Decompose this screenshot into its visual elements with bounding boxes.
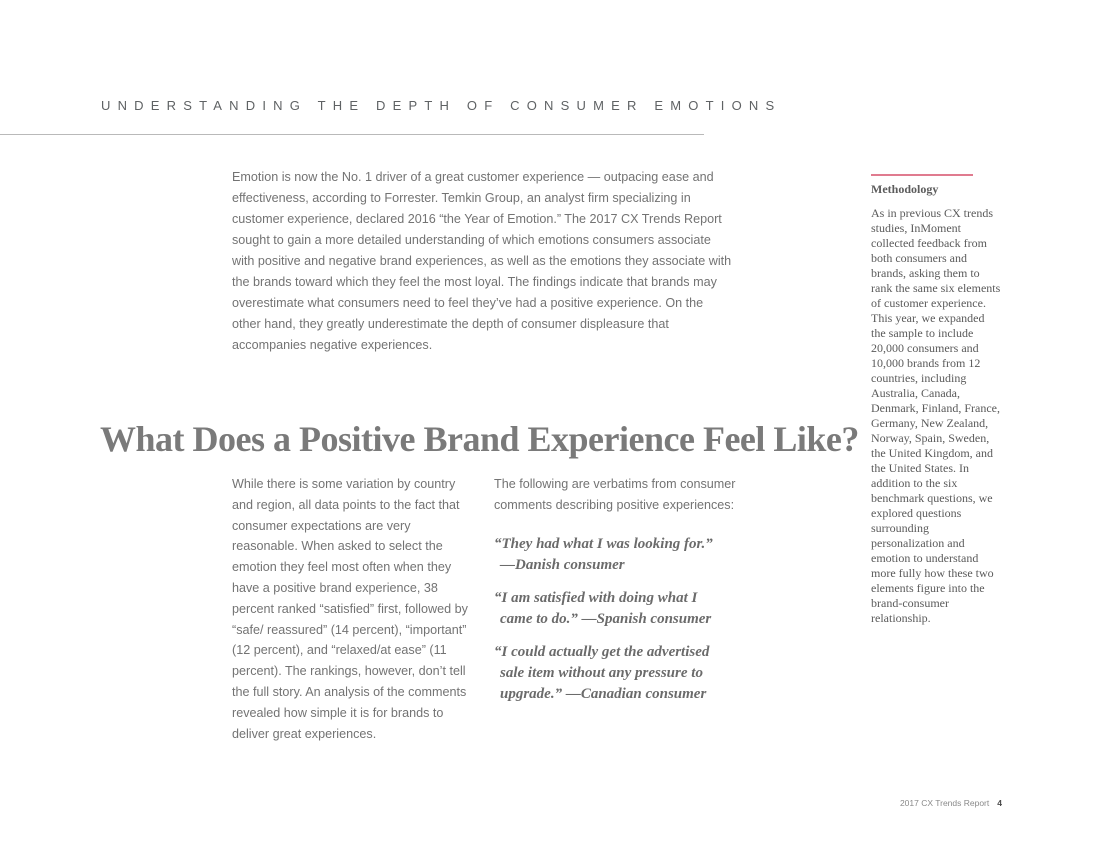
left-column-paragraph: While there is some variation by country and region, all data points to the fact that consumer expectations are very reasonable. When asked to select the emotion they feel most often when they have a positive brand experience, 38 percent ranked “satisfied” first, followed by “safe/ reassured” (14 percent), “important” (12 percent), and “relaxed/at ease” (11 percent). The rankings, however, don’t tell the full story. An analysis of the comments revealed how simple it is for brands to deliver great experiences.	[232, 477, 468, 741]
sidebar-accent-rule	[871, 174, 973, 176]
quote-1	[494, 534, 744, 576]
footer-report-name: 2017 CX Trends Report	[899, 798, 990, 808]
sidebar-title: Methodology	[871, 182, 939, 196]
quote-2-attribution: came to do.” —Spanish consumer	[500, 610, 712, 627]
verbatims-intro: The following are verbatims from consumer comments describing positive experiences:	[494, 477, 736, 512]
section-header: UNDERSTANDING THE DEPTH OF CONSUMER EMOTIONS	[101, 98, 782, 113]
quote-1-text: “They had what I was looking for.”	[494, 535, 713, 552]
page-footer	[900, 798, 1002, 808]
quote-3	[494, 642, 744, 705]
intro-paragraph: Emotion is now the No. 1 driver of a great customer experience — outpacing ease and effectiveness, according to Forrester. Temkin Group, an analyst firm specializing in customer experience, declared 2016 “the Year of Emotion.” The 2017 CX Trends Report sought to gain a more detailed understanding of which emotions consumers associate with positive and negative brand experiences, as well as the emotions they associate with the brands toward which they feel the most loyal. The findings indicate that brands may overestimate what consumers need to feel they’ve had a positive experience. On the other hand, they greatly underestimate the depth of consumer displeasure that accompanies negative experiences.	[232, 170, 732, 352]
quote-2-text: “I am satisfied with doing what I	[494, 589, 698, 606]
footer-page-number: 4	[997, 798, 1002, 808]
quote-3-attribution: sale item without any pressure to upgrade.” —Canadian consumer	[500, 664, 707, 702]
quote-3-text: “I could actually get the advertised	[494, 643, 710, 660]
quote-2	[494, 588, 744, 630]
header-divider	[0, 134, 704, 135]
sidebar-body: As in previous CX trends studies, InMoment collected feedback from both consumers and brands, asking them to rank the same six elements of customer experience. This year, we expanded the sample to include 20,000 consumers and 10,000 brands from 12 countries, including Australia, Canada, Denmark, Finland, France, Germany, New Zealand, Norway, Spain, Sweden, the United Kingdom, and the United States. In addition to the six benchmark questions, we explored questions surrounding personalization and emotion to understand more fully how these two elements figure into the brand-consumer relationship.	[871, 206, 1001, 625]
page-headline: What Does a Positive Brand Experience Feel Like?	[100, 419, 859, 459]
middle-column	[494, 474, 744, 705]
quote-1-attribution: —Danish consumer	[500, 556, 625, 573]
